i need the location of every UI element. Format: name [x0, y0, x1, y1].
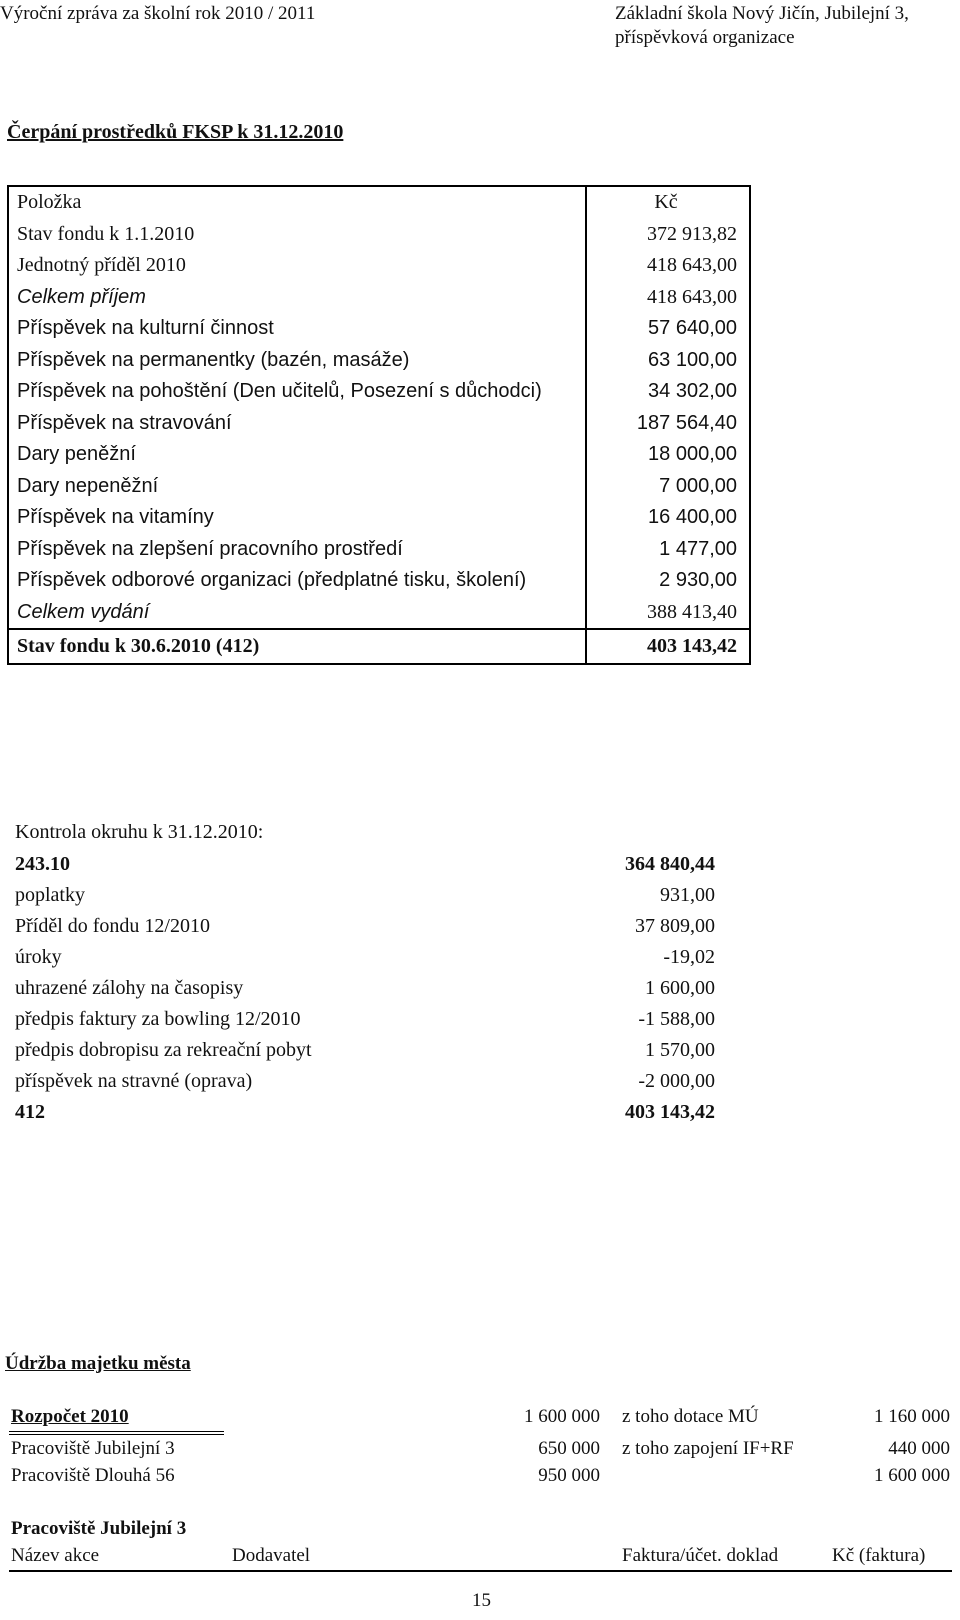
list-item — [15, 946, 715, 977]
item-label: předpis faktury za bowling 12/2010 — [15, 1008, 301, 1030]
row-value: 418 643,00 — [586, 250, 750, 282]
dlouha-value: 950 000 — [538, 1465, 600, 1486]
table-row — [8, 282, 750, 314]
section-title: Pracoviště Jubilejní 3 — [11, 1518, 187, 1539]
col-akce: Název akce — [11, 1545, 100, 1566]
row-value: 403 143,42 — [586, 629, 750, 664]
dotace-value: 1 160 000 — [874, 1406, 950, 1427]
table-row — [8, 502, 750, 534]
list-item — [15, 1008, 715, 1039]
item-label: 243.10 — [15, 853, 70, 875]
row-value: 57 640,00 — [586, 313, 750, 345]
item-label: poplatky — [15, 884, 85, 906]
row-label: Dary nepeněžní — [8, 471, 586, 503]
item-label: uhrazené zálohy na časopisy — [15, 977, 244, 999]
table-row — [8, 345, 750, 377]
udrzba-title: Údržba majetku města — [5, 1353, 191, 1374]
row-label: Příspěvek odborové organizaci (předplatné tisku, školení) — [8, 565, 586, 597]
row-value: 418 643,00 — [586, 282, 750, 314]
header-rule — [9, 1570, 952, 1572]
item-label: 412 — [15, 1101, 45, 1123]
item-value: -19,02 — [663, 946, 715, 968]
item-value: 1 600,00 — [645, 977, 715, 999]
table-row — [8, 250, 750, 282]
item-value: -1 588,00 — [638, 1008, 715, 1030]
row-value: 2 930,00 — [586, 565, 750, 597]
list-item — [15, 884, 715, 915]
row-value: 18 000,00 — [586, 439, 750, 471]
kontrola-title: Kontrola okruhu k 31.12.2010: — [15, 821, 264, 843]
col-faktura: Faktura/účet. doklad — [622, 1545, 779, 1566]
row-value: 7 000,00 — [586, 471, 750, 503]
table-row — [8, 408, 750, 440]
header-school-type: příspěvková organizace — [615, 27, 795, 48]
col-kc: Kč (faktura) — [832, 1545, 926, 1566]
row-value: 63 100,00 — [586, 345, 750, 377]
dlouha-total: 1 600 000 — [874, 1465, 950, 1486]
item-value: -2 000,00 — [638, 1070, 715, 1092]
item-label: úroky — [15, 946, 62, 968]
table-row — [8, 313, 750, 345]
table-row — [8, 219, 750, 251]
zapojeni-value: 440 000 — [888, 1438, 950, 1459]
dotace-label: z toho dotace MÚ — [622, 1406, 759, 1427]
row-value: 34 302,00 — [586, 376, 750, 408]
row-value: 372 913,82 — [586, 219, 750, 251]
row-value: 16 400,00 — [586, 502, 750, 534]
row-label: Celkem příjem — [8, 282, 586, 314]
col-amount-header: Kč — [586, 186, 750, 219]
list-item — [15, 977, 715, 1008]
fksp-table — [7, 185, 751, 665]
table-row — [8, 534, 750, 566]
row-label: Dary peněžní — [8, 439, 586, 471]
table-row — [8, 439, 750, 471]
row-value: 388 413,40 — [586, 597, 750, 630]
item-label: Příděl do fondu 12/2010 — [15, 915, 210, 937]
page-number: 15 — [472, 1590, 491, 1611]
row-label: Celkem vydání — [8, 597, 586, 630]
list-item — [15, 1039, 715, 1070]
item-value: 931,00 — [660, 884, 715, 906]
header-report-title: Výroční zpráva za školní rok 2010 / 2011 — [0, 3, 316, 24]
item-value: 403 143,42 — [625, 1101, 715, 1123]
table-total-row — [8, 629, 750, 664]
double-underline — [9, 1431, 224, 1435]
row-label: Příspěvek na pohoštění (Den učitelů, Posezení s důchodci) — [8, 376, 586, 408]
list-item — [15, 853, 715, 884]
row-label: Stav fondu k 30.6.2010 (412) — [8, 629, 586, 664]
header-school-name: Základní škola Nový Jičín, Jubilejní 3, — [615, 3, 909, 24]
list-item — [15, 915, 715, 946]
rozpocet-label: Rozpočet 2010 — [11, 1406, 129, 1427]
list-item — [15, 1070, 715, 1101]
dlouha-label: Pracoviště Dlouhá 56 — [11, 1465, 175, 1486]
table-row — [8, 376, 750, 408]
jubilejni-label: Pracoviště Jubilejní 3 — [11, 1438, 175, 1459]
row-label: Příspěvek na permanentky (bazén, masáže) — [8, 345, 586, 377]
col-item-header: Položka — [8, 186, 586, 219]
fksp-title: Čerpání prostředků FKSP k 31.12.2010 — [7, 121, 344, 143]
row-label: Jednotný příděl 2010 — [8, 250, 586, 282]
item-value: 37 809,00 — [635, 915, 715, 937]
item-value: 1 570,00 — [645, 1039, 715, 1061]
row-value: 187 564,40 — [586, 408, 750, 440]
jubilejni-value: 650 000 — [538, 1438, 600, 1459]
row-label: Příspěvek na kulturní činnost — [8, 313, 586, 345]
rozpocet-value: 1 600 000 — [524, 1406, 600, 1427]
table-row — [8, 597, 750, 630]
list-item — [15, 1101, 715, 1132]
table-header-row — [8, 186, 750, 219]
row-label: Příspěvek na stravování — [8, 408, 586, 440]
row-label: Příspěvek na vitamíny — [8, 502, 586, 534]
row-value: 1 477,00 — [586, 534, 750, 566]
col-dodavatel: Dodavatel — [232, 1545, 311, 1566]
item-label: předpis dobropisu za rekreační pobyt — [15, 1039, 312, 1061]
row-label: Stav fondu k 1.1.2010 — [8, 219, 586, 251]
table-row — [8, 565, 750, 597]
row-label: Příspěvek na zlepšení pracovního prostředí — [8, 534, 586, 566]
table-row — [8, 471, 750, 503]
item-value: 364 840,44 — [625, 853, 715, 875]
item-label: příspěvek na stravné (oprava) — [15, 1070, 253, 1092]
zapojeni-label: z toho zapojení IF+RF — [622, 1438, 794, 1459]
